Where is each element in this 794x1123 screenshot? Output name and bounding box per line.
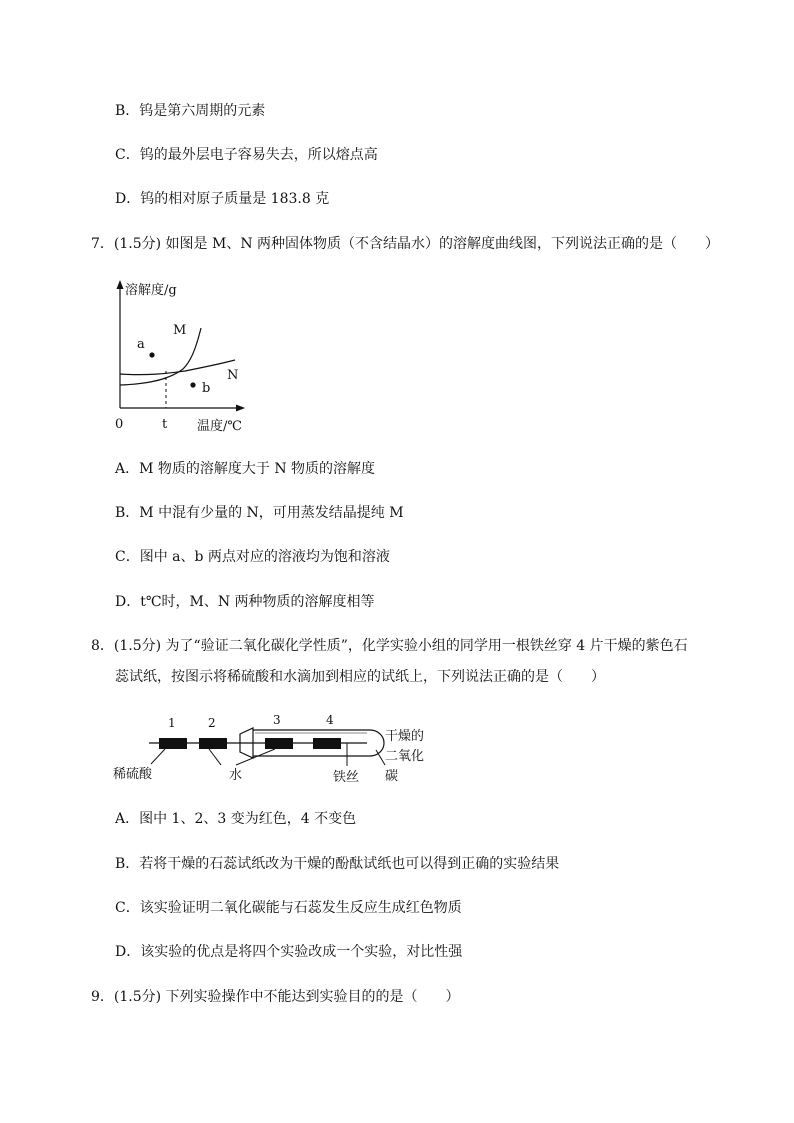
q7-option-d: D．t℃时，M、N 两种物质的溶解度相等: [115, 594, 375, 610]
litmus-paper-4: [313, 738, 341, 749]
dilute-sulfuric-acid-label: 稀硫酸: [113, 767, 153, 782]
t-label: t: [162, 417, 168, 432]
q8-option-a: A．图中 1、2、3 变为红色，4 不变色: [115, 811, 357, 827]
curve-m-label: M: [173, 323, 187, 338]
point-b: [190, 382, 195, 387]
point-a-label: a: [137, 337, 145, 352]
curve-n-label: N: [227, 368, 239, 383]
dry-co2-label-1: 干燥的: [385, 729, 425, 744]
q6-option-c: C．钨的最外层电子容易失去，所以熔点高: [115, 147, 378, 163]
paper-number-4: 4: [326, 713, 334, 727]
y-axis-arrow: [117, 280, 124, 289]
water-leader: [209, 749, 221, 765]
water-label: 水: [229, 768, 243, 783]
x-axis-arrow: [236, 405, 245, 412]
q8-stem-line2: 蕊试纸，按图示将稀硫酸和水滴加到相应的试纸上，下列说法正确的是（ ）: [115, 669, 605, 685]
x-axis-label: 温度/℃: [197, 419, 242, 434]
origin-label: 0: [115, 417, 124, 432]
iron-wire-label: 铁丝: [333, 770, 360, 785]
dry-co2-label-2: 二氧化: [385, 749, 425, 764]
solubility-curve-figure: [105, 276, 255, 436]
q7-option-b: B．M 中混有少量的 N，可用蒸发结晶提纯 M: [115, 505, 404, 521]
q8-option-b: B．若将干燥的石蕊试纸改为干燥的酚酞试纸也可以得到正确的实验结果: [115, 856, 560, 872]
paper-number-3: 3: [273, 713, 281, 727]
q6-option-b: B．钨是第六周期的元素: [115, 103, 266, 119]
q9-stem: 9．(1.5分) 下列实验操作中不能达到实验目的的是（ ）: [91, 989, 460, 1005]
acid-leader: [151, 749, 165, 764]
q8-stem-line1: 8．(1.5分) 为了“验证二氧化碳化学性质”，化学实验小组的同学用一根铁丝穿 4 片干燥的紫色石: [91, 638, 688, 654]
curve-m: [120, 328, 201, 385]
q6-option-d: D．钨的相对原子质量是 183.8 克: [115, 191, 330, 207]
water-leader-2: [236, 749, 275, 765]
y-axis-label: 溶解度/g: [125, 283, 177, 298]
point-a: [149, 352, 154, 357]
q7-option-a: A．M 物质的溶解度大于 N 物质的溶解度: [115, 461, 376, 477]
litmus-paper-1: [159, 738, 187, 749]
q7-option-c: C．图中 a、b 两点对应的溶液均为饱和溶液: [115, 549, 390, 565]
litmus-paper-3: [265, 738, 293, 749]
q8-option-c: C．该实验证明二氧化碳能与石蕊发生反应生成红色物质: [115, 900, 462, 916]
dry-co2-label-3: 碳: [385, 769, 399, 784]
litmus-paper-2: [199, 738, 227, 749]
q8-option-d: D．该实验的优点是将四个实验改成一个实验，对比性强: [115, 944, 463, 960]
q7-stem: 7．(1.5分) 如图是 M、N 两种固体物质（不含结晶水）的溶解度曲线图，下列说法正确的是（ ）: [91, 236, 720, 252]
co2-experiment-figure: [105, 708, 445, 788]
paper-number-2: 2: [208, 716, 216, 730]
point-b-label: b: [202, 381, 211, 396]
paper-number-1: 1: [168, 716, 176, 730]
